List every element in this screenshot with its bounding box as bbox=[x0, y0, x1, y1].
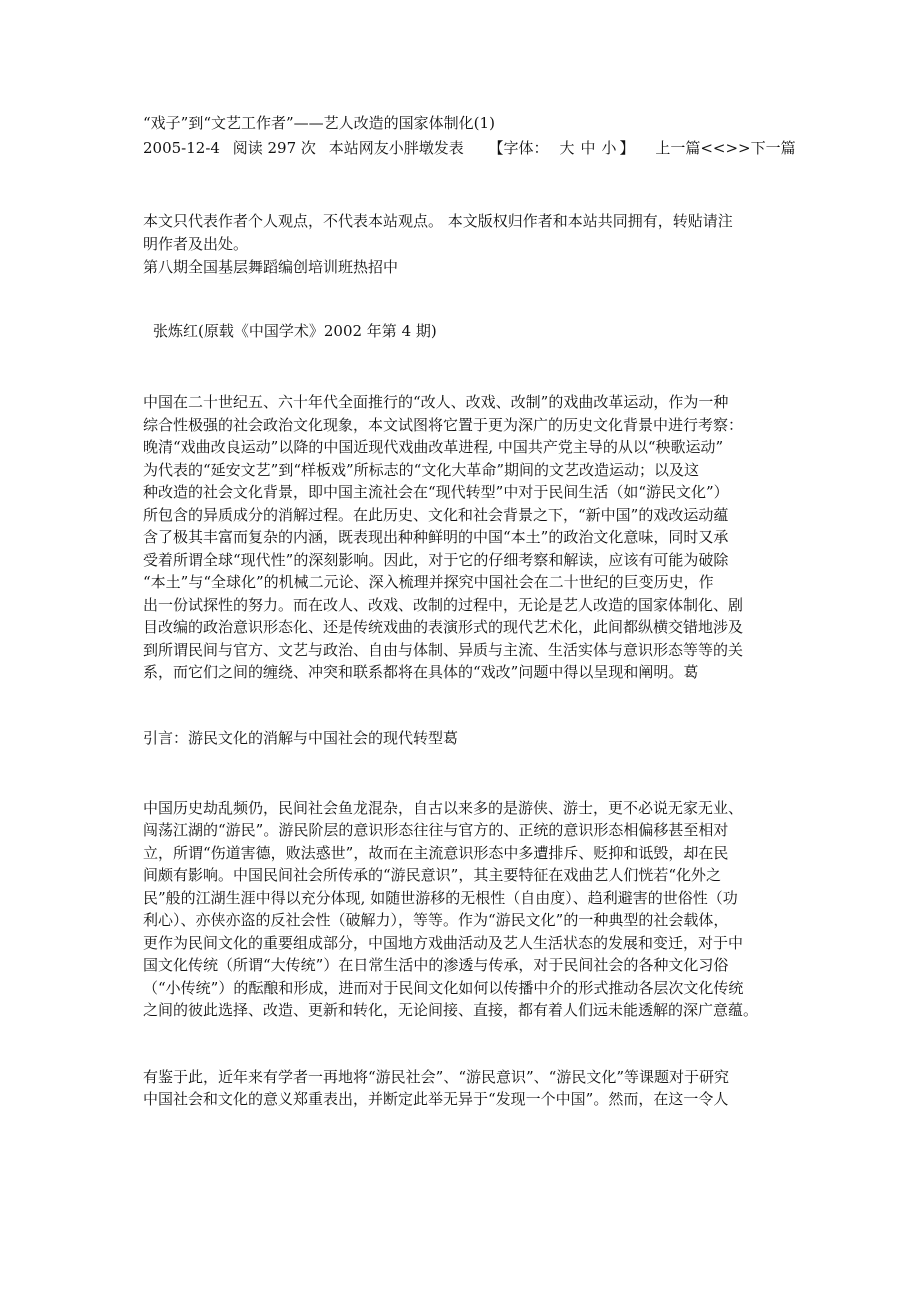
text-line: 受着所谓全球“现代性”的深刻影响。因此，对于它的仔细考察和解读，应该有可能为破除 bbox=[143, 550, 729, 569]
read-count: 阅读 297 次 bbox=[232, 139, 316, 157]
text-line: （“小传统”）的酝酿和形成，进而对于民间文化如何以传播中介的形式推动各层次文化传统 bbox=[143, 978, 744, 997]
section-heading: 引言：游民文化的消解与中国社会的现代转型葛 bbox=[143, 728, 459, 747]
text-line: 间颇有影响。中国民间社会所传承的“游民意识”，其主要特征在戏曲艺人们恍若“化外之 bbox=[143, 866, 722, 884]
text-line: 更作为民间文化的重要组成部分，中国地方戏曲活动及艺人生活状态的发展和变迁，对于中 bbox=[143, 933, 744, 952]
text-line: 晚清“戏曲改良运动”以降的中国近现代戏曲改革进程, 中国共产党主导的从以“秧歌运动” bbox=[143, 438, 724, 456]
text-line: 之间的彼此选择、改造、更新和转化，无论间接、直接，都有着人们远未能透解的深广意蕴。 bbox=[143, 1001, 759, 1019]
text-line: 利心）、亦侠亦盗的反社会性（破解力），等等。作为“游民文化”的一种典型的社会载体， bbox=[143, 911, 729, 929]
text-line: 中国在二十世纪五、六十年代全面推行的“改人、改戏、改制”的戏曲改革运动，作为一种 bbox=[143, 393, 729, 411]
next-article-link[interactable]: >>下一篇 bbox=[725, 139, 796, 157]
font-small-link[interactable]: 小 bbox=[601, 139, 617, 157]
text-line: 到所谓民间与官方、文艺与政治、自由与体制、异质与主流、生活实体与意识形态等等的关 bbox=[143, 640, 744, 659]
body-paragraph bbox=[143, 797, 783, 1022]
font-large-link[interactable]: 大 bbox=[559, 139, 575, 157]
promo-link[interactable]: 第八期全国基层舞蹈编创培训班热招中 bbox=[143, 258, 399, 276]
text-line: 种改造的社会文化背景，即中国主流社会在“现代转型”中对于民间生活（如“游民文化”） bbox=[143, 483, 729, 501]
poster-info: 本站网友小胖墩发表 bbox=[328, 139, 464, 157]
text-line: 出一份试探性的努力。而在改人、改戏、改制的过程中，无论是艺人改造的国家体制化、剧 bbox=[143, 595, 744, 614]
text-line: 中国社会和文化的意义郑重表出，并断定此举无异于“发现一个中国”。然而，在这一令人 bbox=[143, 1090, 729, 1108]
text-line: 为代表的“延安文艺”到“样板戏”所标志的“文化大革命”期间的文艺改造运动；以及这 bbox=[143, 460, 700, 479]
text-line: 所包含的异质成分的消解过程。在此历史、文化和社会背景之下，“新中国”的戏改运动蕴 bbox=[143, 505, 729, 524]
article bbox=[143, 112, 796, 1111]
text-line: 中国历史劫乱频仍，民间社会鱼龙混杂，自古以来多的是游侠、游士，更不必说无家无业、 bbox=[143, 798, 744, 817]
disclaimer bbox=[143, 210, 783, 255]
text-line: 系，而它们之间的缠绕、冲突和联系都将在具体的“戏改”问题中得以呈现和阐明。葛 bbox=[143, 663, 699, 681]
article-meta bbox=[143, 137, 796, 159]
font-label-open: 【字体： bbox=[488, 139, 549, 157]
article-title: “戏子”到“文艺工作者”——艺人改造的国家体制化(1) bbox=[143, 114, 495, 132]
text-line: 目改编的政治意识形态化、还是传统戏曲的表演形式的现代艺术化，此间都纵横交错地涉及 bbox=[143, 618, 744, 636]
prev-article-link[interactable]: 上一篇<< bbox=[655, 139, 726, 157]
font-medium-link[interactable]: 中 bbox=[580, 139, 596, 157]
post-date: 2005-12-4 bbox=[143, 139, 220, 157]
disclaimer-line: 明作者及出处。 bbox=[143, 234, 249, 253]
disclaimer-line: 本文只代表作者个人观点，不代表本站观点。 本文版权归作者和本站共同拥有，转贴请注 bbox=[143, 212, 733, 230]
text-line: 国文化传统（所谓“大传统”）在日常生活中的渗透与传承，对于民间社会的各种文化习俗 bbox=[143, 956, 729, 974]
text-line: 综合性极强的社会政治文化现象，本文试图将它置于更为深广的历史文化背景中进行考察： bbox=[143, 415, 744, 434]
text-line: 含了极其丰富而复杂的内涵，既表现出种种鲜明的中国“本土”的政治文化意味，同时又承 bbox=[143, 528, 729, 546]
text-line: 立，所谓“伤道害德，败法惑世”，故而在主流意识形态中多遭排斥、贬抑和诋毁，却在民 bbox=[143, 843, 729, 862]
font-size-control bbox=[488, 139, 642, 157]
text-line: 闯荡江湖的“游民”。游民阶层的意识形态往往与官方的、正统的意识形态相偏移甚至相对 bbox=[143, 821, 729, 839]
text-line: 民”般的江湖生涯中得以充分体现, 如随世游移的无根性（自由度）、趋利避害的世俗性（功 bbox=[143, 888, 738, 907]
author-line: 张炼红(原载《中国学术》2002 年第 4 期) bbox=[153, 322, 437, 340]
text-line: “本土”与“全球化”的机械二元论、深入梳理并探究中国社会在二十世纪的巨变历史，作 bbox=[143, 573, 714, 591]
font-label-close: 】 bbox=[619, 139, 635, 157]
text-line: 有鉴于此，近年来有学者一再地将“游民社会”、“游民意识”、“游民文化”等课题对于研究 bbox=[143, 1067, 730, 1086]
abstract-paragraph bbox=[143, 391, 783, 684]
body-paragraph bbox=[143, 1066, 783, 1111]
